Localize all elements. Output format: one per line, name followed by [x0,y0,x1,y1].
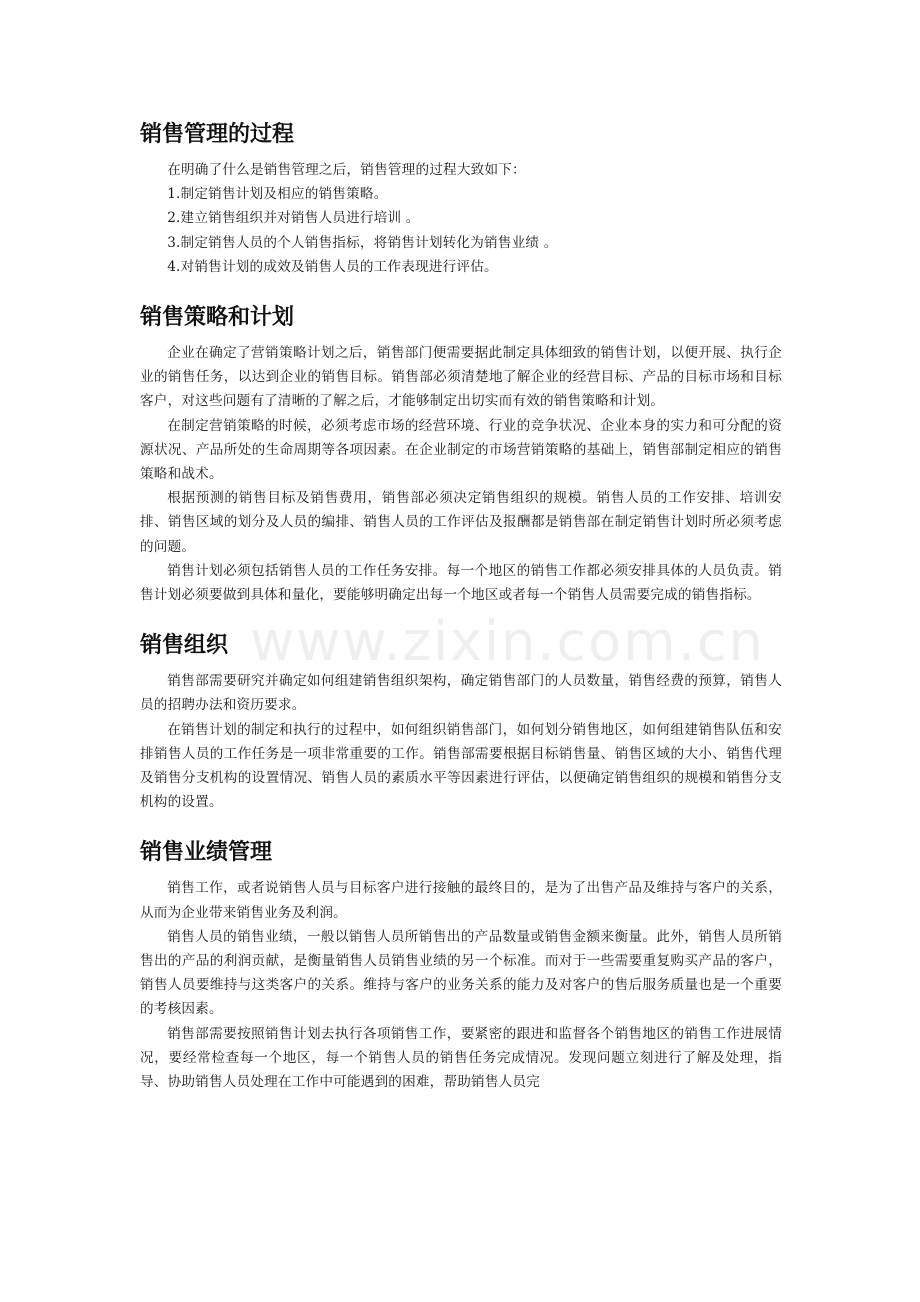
section-sales-organization [140,629,782,814]
paragraph: 销售人员的销售业绩，一般以销售人员所销售出的产品数量或销售金额来衡量。此外，销售人员所销售出的产品的利润贡献，是衡量销售人员销售业绩的另一个标准。而对于一些需要重复购买产品的客户，销售人员要维持与这类客户的关系。维持与客户的业务关系的能力及对客户的售后服务质量也是一个重要的考核因素。 [140,928,782,1018]
list-item: 2.建立销售组织并对销售人员进行培训 。 [167,210,420,227]
section-sales-performance [140,836,782,1094]
list-item: 4.对销售计划的成效及销售人员的工作表现进行评估。 [167,258,498,275]
section-heading: 销售组织 [140,633,229,659]
document-body [140,118,782,1116]
paragraph: 根据预测的销售目标及销售费用，销售部必须决定销售组织的规模。销售人员的工作安排、培训安排、销售区域的划分及人员的编排、销售人员的工作评估及报酬都是销售部在制定销售计划时所必须考虑的问题。 [140,490,782,555]
list-item: 1.制定销售计划及相应的销售策略。 [167,186,388,203]
paragraph: 销售部需要按照销售计划去执行各项销售工作，要紧密的跟进和监督各个销售地区的销售工作进展情况，要经常检查每一个地区，每一个销售人员的销售任务完成情况。发现问题立刻进行了解及处理，指导、协助销售人员处理在工作中可能遇到的困难，帮助销售人员完 [140,1025,782,1091]
section-heading: 销售管理的过程 [140,122,295,147]
section-heading: 销售业绩管理 [140,840,273,866]
paragraph: 在明确了什么是销售管理之后，销售管理的过程大致如下： [167,162,526,178]
watermark: www.zixin.com.cn [250,610,765,673]
section-sales-strategy-plan [140,301,782,607]
paragraph: 销售计划必须包括销售人员的工作任务安排。每一个地区的销售工作都必须安排具体的人员负责。销售计划必须要做到具体和量化，要能够明确定出每一个地区或者每一个销售人员需要完成的销售指标。 [140,562,782,604]
paragraph: 在销售计划的制定和执行的过程中，如何组织销售部门，如何划分销售地区，如何组建销售队伍和安排销售人员的工作任务是一项非常重要的工作。销售部需要根据目标销售量、销售区域的大小、销售代理及销售分支机构的设置情况、销售人员的素质水平等因素进行评估，以便确定销售组织的规模和销售分支机构的设置。 [140,721,782,811]
list-item: 3.制定销售人员的个人销售指标，将销售计划转化为销售业绩 。 [167,234,558,251]
section-sales-management-process [140,118,782,279]
paragraph: 在制定营销策略的时候，必须考虑市场的经营环境、行业的竞争状况、企业本身的实力和可分配的资源状况、产品所处的生命周期等各项因素。在企业制定的市场营销策略的基础上，销售部制定相应的销售策略和战术。 [140,417,782,483]
paragraph: 企业在确定了营销策略计划之后，销售部门便需要据此制定具体细致的销售计划，以便开展、执行企业的销售任务，以达到企业的销售目标。销售部必须清楚地了解企业的经营目标、产品的目标市场和目标客户，对这些问题有了清晰的了解之后，才能够制定出切实而有效的销售策略和计划。 [140,345,782,410]
section-heading: 销售策略和计划 [140,305,295,331]
paragraph: 销售部需要研究并确定如何组建销售组织架构，确定销售部门的人员数量，销售经费的预算，销售人员的招聘办法和资历要求。 [140,673,782,714]
paragraph: 销售工作，或者说销售人员与目标客户进行接触的最终目的，是为了出售产品及维持与客户的关系，从而为企业带来销售业务及利润。 [140,880,782,921]
